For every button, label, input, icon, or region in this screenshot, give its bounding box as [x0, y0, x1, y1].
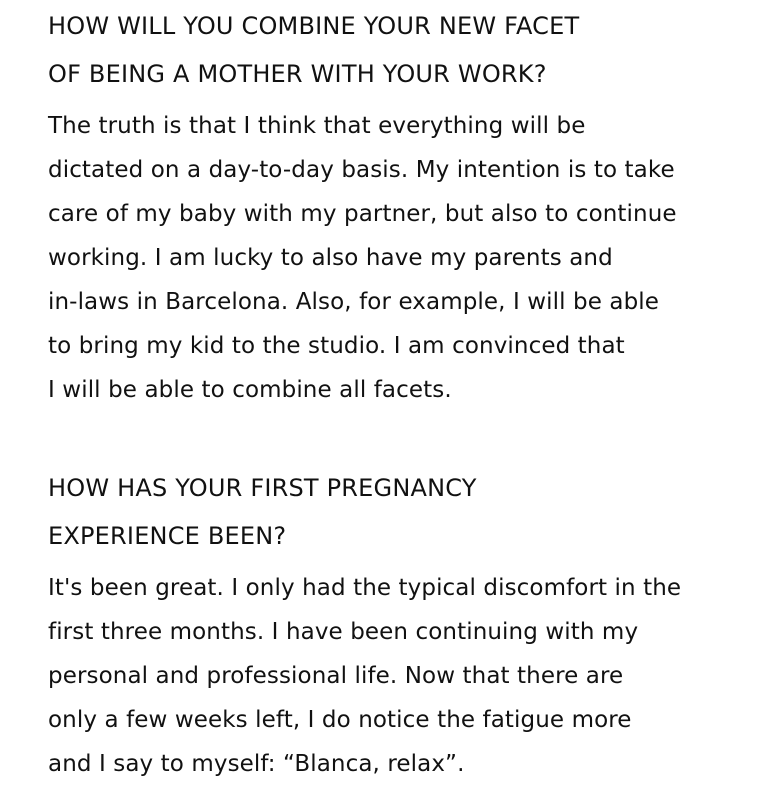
answer-line: first three months. I have been continuing with my [48, 619, 639, 645]
question-line: HOW WILL YOU COMBINE YOUR NEW FACET [48, 12, 580, 40]
answer-line: personal and professional life. Now that there are [48, 663, 624, 689]
answer-line: care of my baby with my partner, but also to continue [48, 201, 677, 227]
answer-line: working. I am lucky to also have my parents and [48, 245, 613, 271]
qa-section-combining-motherhood [48, 0, 738, 412]
answer-line: The truth is that I think that everything will be [48, 113, 586, 139]
answer-line: and I say to myself: “Blanca, relax”. [48, 751, 465, 777]
question-line: HOW HAS YOUR FIRST PREGNANCY [48, 474, 477, 502]
question-heading [48, 0, 738, 98]
question-line: OF BEING A MOTHER WITH YOUR WORK? [48, 60, 547, 88]
question-heading [48, 462, 738, 560]
answer-paragraph [48, 566, 738, 786]
answer-line: to bring my kid to the studio. I am convinced that [48, 333, 625, 359]
answer-paragraph [48, 104, 738, 412]
answer-line: only a few weeks left, I do notice the fatigue more [48, 707, 632, 733]
answer-line: I will be able to combine all facets. [48, 377, 452, 403]
answer-line: dictated on a day-to-day basis. My intention is to take [48, 157, 675, 183]
question-line: EXPERIENCE BEEN? [48, 522, 287, 550]
qa-section-pregnancy-experience [48, 462, 738, 786]
answer-line: in-laws in Barcelona. Also, for example, I will be able [48, 289, 660, 315]
answer-line: It's been great. I only had the typical discomfort in the [48, 575, 682, 601]
